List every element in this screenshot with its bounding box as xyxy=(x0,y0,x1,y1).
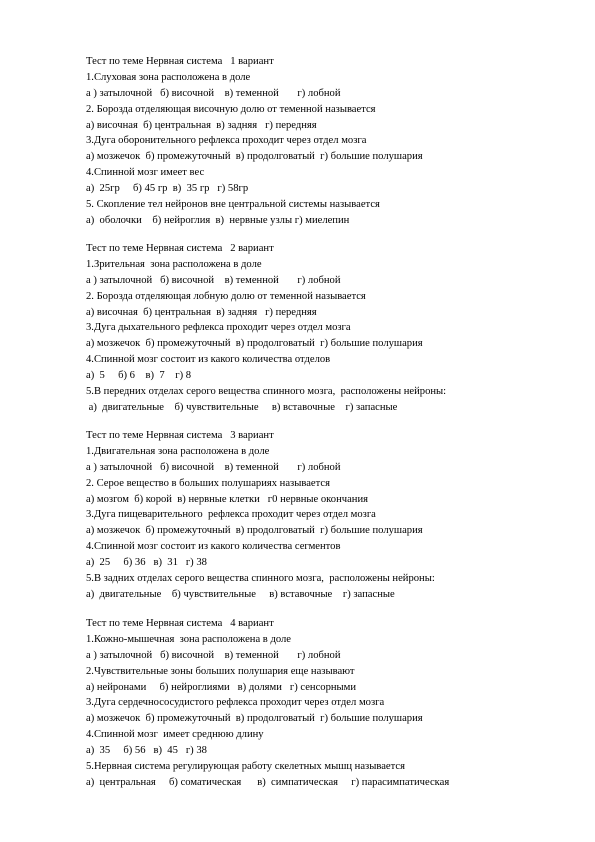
answers-5: а) двигательные б) чувствительные в) вставочные г) запасные xyxy=(86,401,398,413)
answers-5: а) двигательные б) чувствительные в) вставочные г) запасные xyxy=(86,588,395,600)
question-2: 2.Чувствительные зоны больших полушария еще называют xyxy=(86,665,355,677)
question-1: 1.Слуховая зона расположена в доле xyxy=(86,71,251,83)
question-3: 3.Дуга дыхательного рефлекса проходит через отдел мозга xyxy=(86,322,351,334)
variant-title: Тест по теме Нервная система 3 вариант xyxy=(86,430,274,441)
question-4: 4.Спинной мозг имеет вес xyxy=(86,167,205,179)
question-1: 1.Зрительная зона расположена в доле xyxy=(86,258,262,270)
test-variant-4 xyxy=(86,616,586,791)
answers-3: а) мозжечок б) промежуточный в) продолговатый г) большие полушария xyxy=(86,713,423,725)
answers-3: а) мозжечок б) промежуточный в) продолговатый г) большие полушария xyxy=(86,525,423,537)
question-5: 5.В передних отделах серого вещества спинного мозга, расположены нейроны: xyxy=(86,386,447,398)
question-3: 3.Дуга пищеварительного рефлекса проходит через отдел мозга xyxy=(86,509,376,521)
answers-4: а) 35 б) 56 в) 45 г) 38 xyxy=(86,745,207,757)
test-variant-1 xyxy=(86,54,586,229)
answers-1: а ) затылочной б) височной в) теменной г) лобной xyxy=(86,274,341,286)
answers-1: а ) затылочной б) височной в) теменной г) лобной xyxy=(86,87,341,99)
test-variant-3 xyxy=(86,428,586,603)
answers-2: а) височная б) центральная в) задняя г) передняя xyxy=(86,306,317,318)
variant-title: Тест по теме Нервная система 4 вариант xyxy=(86,618,274,629)
question-4: 4.Спинной мозг имеет среднюю длину xyxy=(86,729,264,741)
answers-1: а ) затылочной б) височной в) теменной г) лобной xyxy=(86,649,341,661)
answers-3: а) мозжечок б) промежуточный в) продолговатый г) большие полушария xyxy=(86,151,423,163)
test-variant-2 xyxy=(86,241,586,416)
answers-2: а) височная б) центральная в) задняя г) передняя xyxy=(86,119,317,131)
question-2: 2. Борозда отделяющая височную долю от теменной называется xyxy=(86,103,376,115)
variant-title: Тест по теме Нервная система 2 вариант xyxy=(86,243,274,254)
answers-5: а) центральная б) соматическая в) симпатическая г) парасимпатическая xyxy=(86,776,450,788)
answers-2: а) нейронами б) нейроглиями в) долями г) сенсорными xyxy=(86,681,357,693)
answers-3: а) мозжечок б) промежуточный в) продолговатый г) большие полушария xyxy=(86,338,423,350)
question-3: 3.Дуга оборонительного рефлекса проходит через отдел мозга xyxy=(86,135,367,147)
question-1: 1.Кожно-мышечная зона расположена в доле xyxy=(86,633,291,645)
question-4: 4.Спинной мозг состоит из какого количества отделов xyxy=(86,354,331,366)
answers-4: а) 5 б) 6 в) 7 г) 8 xyxy=(86,370,192,382)
answers-5: а) оболочки б) нейроглия в) нервные узлы г) миелепин xyxy=(86,214,350,226)
question-5: 5.Нервная система регулирующая работу скелетных мышц называется xyxy=(86,761,405,773)
question-1: 1.Двигательная зона расположена в доле xyxy=(86,445,270,457)
answers-4: а) 25 б) 36 в) 31 г) 38 xyxy=(86,557,207,569)
question-5: 5.В задних отделах серого вещества спинного мозга, расположены нейроны: xyxy=(86,573,435,585)
question-2: 2. Серое вещество в больших полушариях называется xyxy=(86,477,330,489)
variant-title: Тест по теме Нервная система 1 вариант xyxy=(86,56,274,67)
answers-1: а ) затылочной б) височной в) теменной г) лобной xyxy=(86,461,341,473)
question-4: 4.Спинной мозг состоит из какого количества сегментов xyxy=(86,541,341,553)
question-2: 2. Борозда отделяющая лобную долю от теменной называется xyxy=(86,290,366,302)
answers-4: а) 25гр б) 45 гр в) 35 гр г) 58гр xyxy=(86,183,249,195)
question-5: 5. Скопление тел нейронов вне центральной системы называется xyxy=(86,199,380,211)
question-3: 3.Дуга сердечнососудистого рефлекса проходит через отдел мозга xyxy=(86,697,385,709)
answers-2: а) мозгом б) корой в) нервные клетки г0 нервные окончания xyxy=(86,493,368,505)
